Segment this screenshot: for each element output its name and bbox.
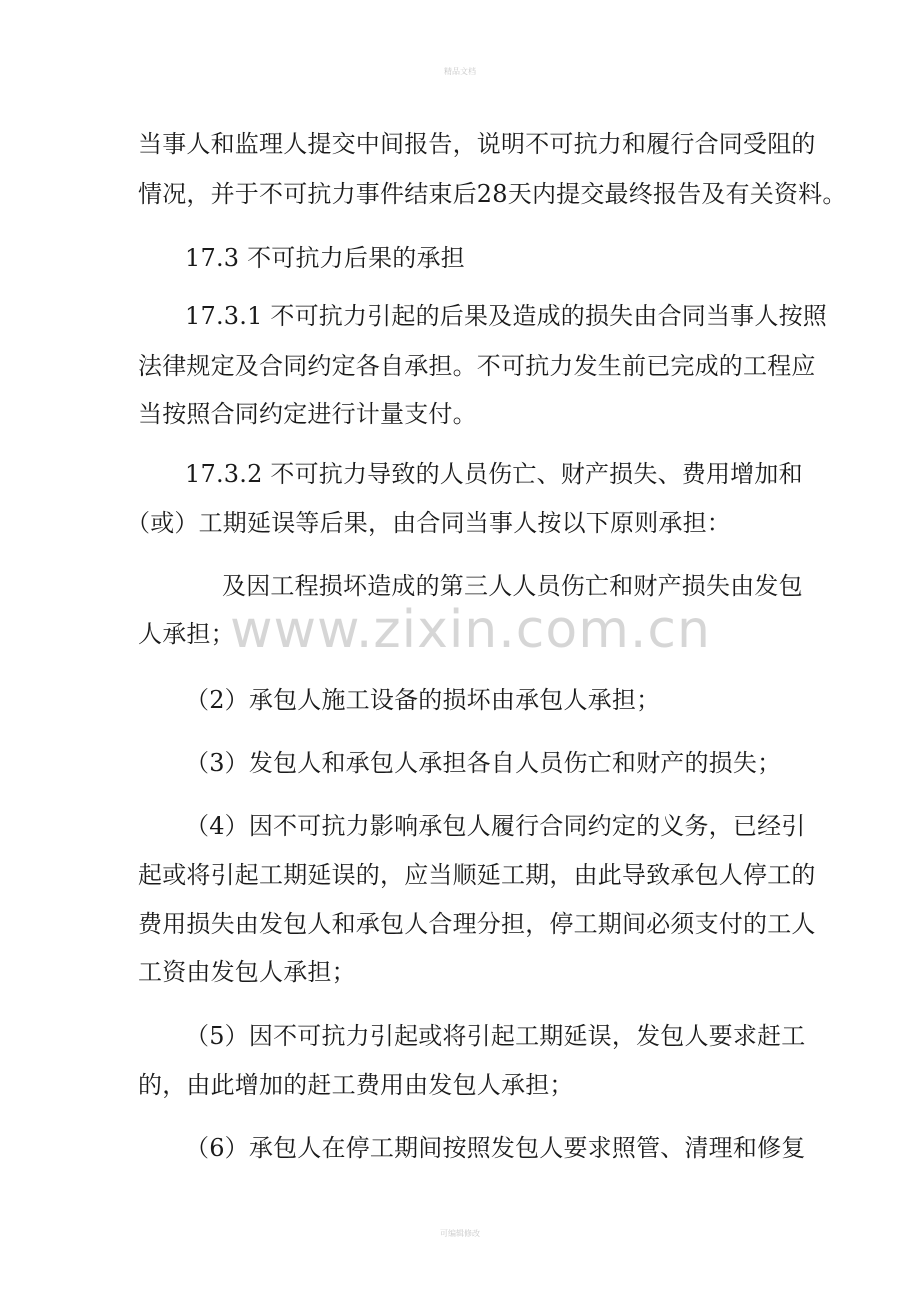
text-line: 当按照合同约定进行计量支付。 [138, 400, 477, 428]
text-line: 当事人和监理人提交中间报告，说明不可抗力和履行合同受阻的 [138, 130, 816, 158]
text-line: 情况，并于不可抗力事件结束后28天内提交最终报告及有关资料。 [138, 180, 847, 208]
page-header-mark: 精品文档 [444, 67, 476, 76]
text-line: （或）工期延误等后果，由合同当事人按以下原则承担： [126, 509, 731, 537]
text-line: 17.3.2 不可抗力导致的人员伤亡、财产损失、费用增加和 [185, 460, 803, 488]
text-line: 的，由此增加的赶工费用由发包人承担； [138, 1071, 574, 1099]
text-line: 及因工程损坏造成的第三人人员伤亡和财产损失由发包 [222, 572, 803, 600]
text-line: （4）因不可抗力影响承包人履行合同约定的义务，已经引 [185, 812, 806, 840]
page-footer-mark: 可编辑修改 [440, 1229, 480, 1238]
text-line: （2）承包人施工设备的损坏由承包人承担； [185, 686, 661, 714]
text-line: 费用损失由发包人和承包人合理分担，停工期间必须支付的工人 [138, 910, 816, 938]
text-line: 人承担； [138, 620, 235, 648]
watermark-text: www.zixin.com.cn [230, 600, 711, 660]
text-line: 工资由发包人承担； [138, 958, 356, 986]
text-line: 17.3 不可抗力后果的承担 [185, 244, 465, 272]
text-line: （6）承包人在停工期间按照发包人要求照管、清理和修复 [185, 1134, 806, 1162]
text-line: 起或将引起工期延误的，应当顺延工期，由此导致承包人停工的 [138, 861, 816, 889]
text-line: （5）因不可抗力引起或将引起工期延误，发包人要求赶工 [185, 1022, 806, 1050]
text-line: （3）发包人和承包人承担各自人员伤亡和财产的损失； [185, 749, 782, 777]
text-line: 法律规定及合同约定各自承担。不可抗力发生前已完成的工程应 [138, 352, 816, 380]
text-line: 17.3.1 不可抗力引起的后果及造成的损失由合同当事人按照 [185, 302, 827, 330]
